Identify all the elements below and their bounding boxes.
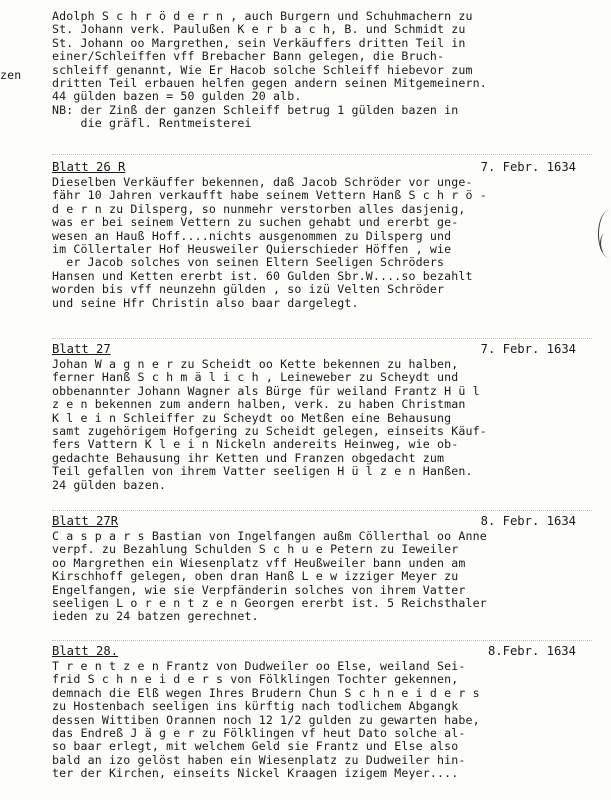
- text-line: gedachte Behausung ihr Ketten und Franzen obgedacht zum: [52, 450, 445, 465]
- text-line: so baar erlegt, mit welchem Geld sie Frantz und Else also: [52, 739, 459, 754]
- text-line: 24 gülden bazen.: [52, 477, 167, 492]
- text-line: St. Johann oo Margrethen, sein Verkäuffers dritten Teil in: [52, 35, 466, 50]
- entry-divider: [52, 510, 592, 511]
- entry-reference: Blatt 27R: [52, 514, 119, 528]
- text-line: ieden zu 24 batzen gerechnet.: [52, 609, 259, 624]
- text-line: z e n bekennen zum andern halben, verk. zu haben Christman: [52, 397, 466, 412]
- text-line: wesen an Hauß Hoff....nichts ausgenommen zu Dilsperg und: [52, 228, 452, 243]
- text-line: K l e i n Schleiffer zu Scheydt oo Metßen eine Behausung: [52, 410, 452, 425]
- entry-divider: [52, 640, 592, 641]
- text-line: seeligen L o r e n t z e n Georgen ererbt ist. 5 Reichsthaler: [52, 596, 487, 611]
- entry-date: 8. Febr. 1634: [480, 514, 576, 528]
- text-line: frid S c h n e i d e r s von Fölklingen Tochter gekennen,: [52, 672, 459, 687]
- entry-blatt-28: [52, 644, 600, 781]
- text-line: dessen Wittiben Orannen noch 12 1/2 gulden zu gewarten habe,: [52, 712, 480, 727]
- entry-divider: [52, 338, 592, 339]
- entry-reference: Blatt 28.: [52, 644, 119, 658]
- text-line: Engelfangen, wie sie Verpfänderin solches von ihrem Vatter: [52, 582, 466, 597]
- text-line: die gräfl. Rentmeisterei: [52, 116, 252, 131]
- text-line: oo Margrethen ein Wiesenplatz vff Heußweiler bann unden am: [52, 555, 466, 570]
- text-line: einer/Schleiffen vff Brebacher Bann gelegen, die Bruch-: [52, 49, 445, 64]
- text-line: im Cöllertaler Hof Heusweiler Quierschieder Höffen , wie: [52, 242, 452, 257]
- text-line: Kirschhoff gelegen, oben dran Hanß L e w izziger Meyer zu: [52, 569, 459, 584]
- text-line: 44 gülden bazen = 50 gulden 20 alb.: [52, 89, 302, 104]
- text-line: was er bei seinem Vettern zu suchen gehabt und ererbt ge-: [52, 215, 459, 230]
- text-line: Adolph S c h r ö d e r n , auch Burgern und Schuhmachern zu: [52, 9, 473, 23]
- text-line: worden bis vff neunzehn gülden , so izü Velten Schröder: [52, 282, 445, 297]
- text-line: Teil gefallen von ihrem Vatter seeligen H ü l z e n Hanßen.: [52, 464, 473, 479]
- text-line: NB: der Zinß der ganzen Schleiff betrug 1 gülden bazen in: [52, 102, 459, 117]
- entry-header: [52, 160, 600, 175]
- text-line: zu Hostenbach seeligen ins kürftig nach todlichem Abgangk: [52, 699, 459, 714]
- text-line: C a s p a r s Bastian von Ingelfangen außm Cöllerthal oo Anne: [52, 529, 487, 543]
- text-line: St. Johann verk. Paulußen K e r b a c h, B. und Schmidt zu: [52, 22, 466, 37]
- margin-bracket-mark: [600, 234, 609, 252]
- text-line: das Endreß J ä g e r zu Fölklingen vf heut Dato solche al-: [52, 726, 466, 741]
- text-line: er Jacob solches von seinen Eltern Seeligen Schröders: [52, 255, 445, 270]
- entry-header: [52, 514, 600, 529]
- entry-divider: [52, 154, 592, 155]
- text-line: Hansen und Ketten ererbt ist. 60 Gulden Sbr.W....so bezahlt: [52, 268, 473, 283]
- text-line: d e r n zu Dilsperg, so nunmehr verstorben alles dasjenig,: [52, 201, 466, 216]
- text-line: Johan W a g n e r zu Scheidt oo Kette bekennen zu halben,: [52, 357, 459, 371]
- entry-reference: Blatt 26 R: [52, 160, 126, 174]
- entry-date: 7. Febr. 1634: [480, 160, 576, 174]
- entry-date: 7. Febr. 1634: [480, 342, 576, 356]
- text-line: obbenannter Johann Wagner als Bürge für weiland Frantz H ü l: [52, 383, 480, 398]
- text-line: samt zugehörigem Hofgering zu Scheidt gelegen, einseits Käuf-: [52, 424, 487, 439]
- entry-continuation: [52, 10, 600, 131]
- entry-blatt-27: [52, 342, 600, 492]
- entry-blatt-27r: [52, 514, 600, 624]
- text-line: bald an izo gelöst haben ein Wiesenplatz zu Dudweiler hin-: [52, 752, 466, 767]
- entry-reference: Blatt 27: [52, 342, 111, 356]
- text-line: Dieselben Verkäuffer bekennen, daß Jacob Schröder vor unge-: [52, 175, 473, 189]
- text-line: T r e n t z e n Frantz von Dudweiler oo Else, weiland Sei-: [52, 659, 466, 673]
- text-line: fähr 10 Jahren verkaufft habe seinem Vettern Hanß S c h r ö -: [52, 188, 487, 203]
- entry-date: 8.Febr. 1634: [487, 644, 576, 658]
- text-line: ter der Kirchen, einseits Nickel Kraagen izigem Meyer....: [52, 766, 459, 781]
- text-line: ferner Hanß S c h m ä l i c h , Leineweber zu Scheydt und: [52, 370, 459, 385]
- margin-note: zen: [0, 68, 22, 82]
- text-line: schleiff genannt, Wie Er Hacob solche Schleiff hiebevor zum: [52, 62, 473, 77]
- text-line: fers Vattern K l e i n Nickeln andereits Heinweg, wie ob-: [52, 437, 459, 452]
- text-line: verpf. zu Bezahlung Schulden S c h u e Petern zu Ieweiler: [52, 542, 459, 557]
- entry-header: [52, 342, 600, 357]
- text-line: und seine Hfr Christin also baar dargelegt.: [52, 295, 359, 310]
- text-line: demnach die Elß wegen Ihres Brudern Chun S c h n e i d e r s: [52, 685, 480, 700]
- entry-header: [52, 644, 600, 659]
- entry-blatt-26r: [52, 160, 600, 310]
- text-line: dritten Teil erbauen helfen gegen andern seinen Mitgemeinern.: [52, 76, 487, 91]
